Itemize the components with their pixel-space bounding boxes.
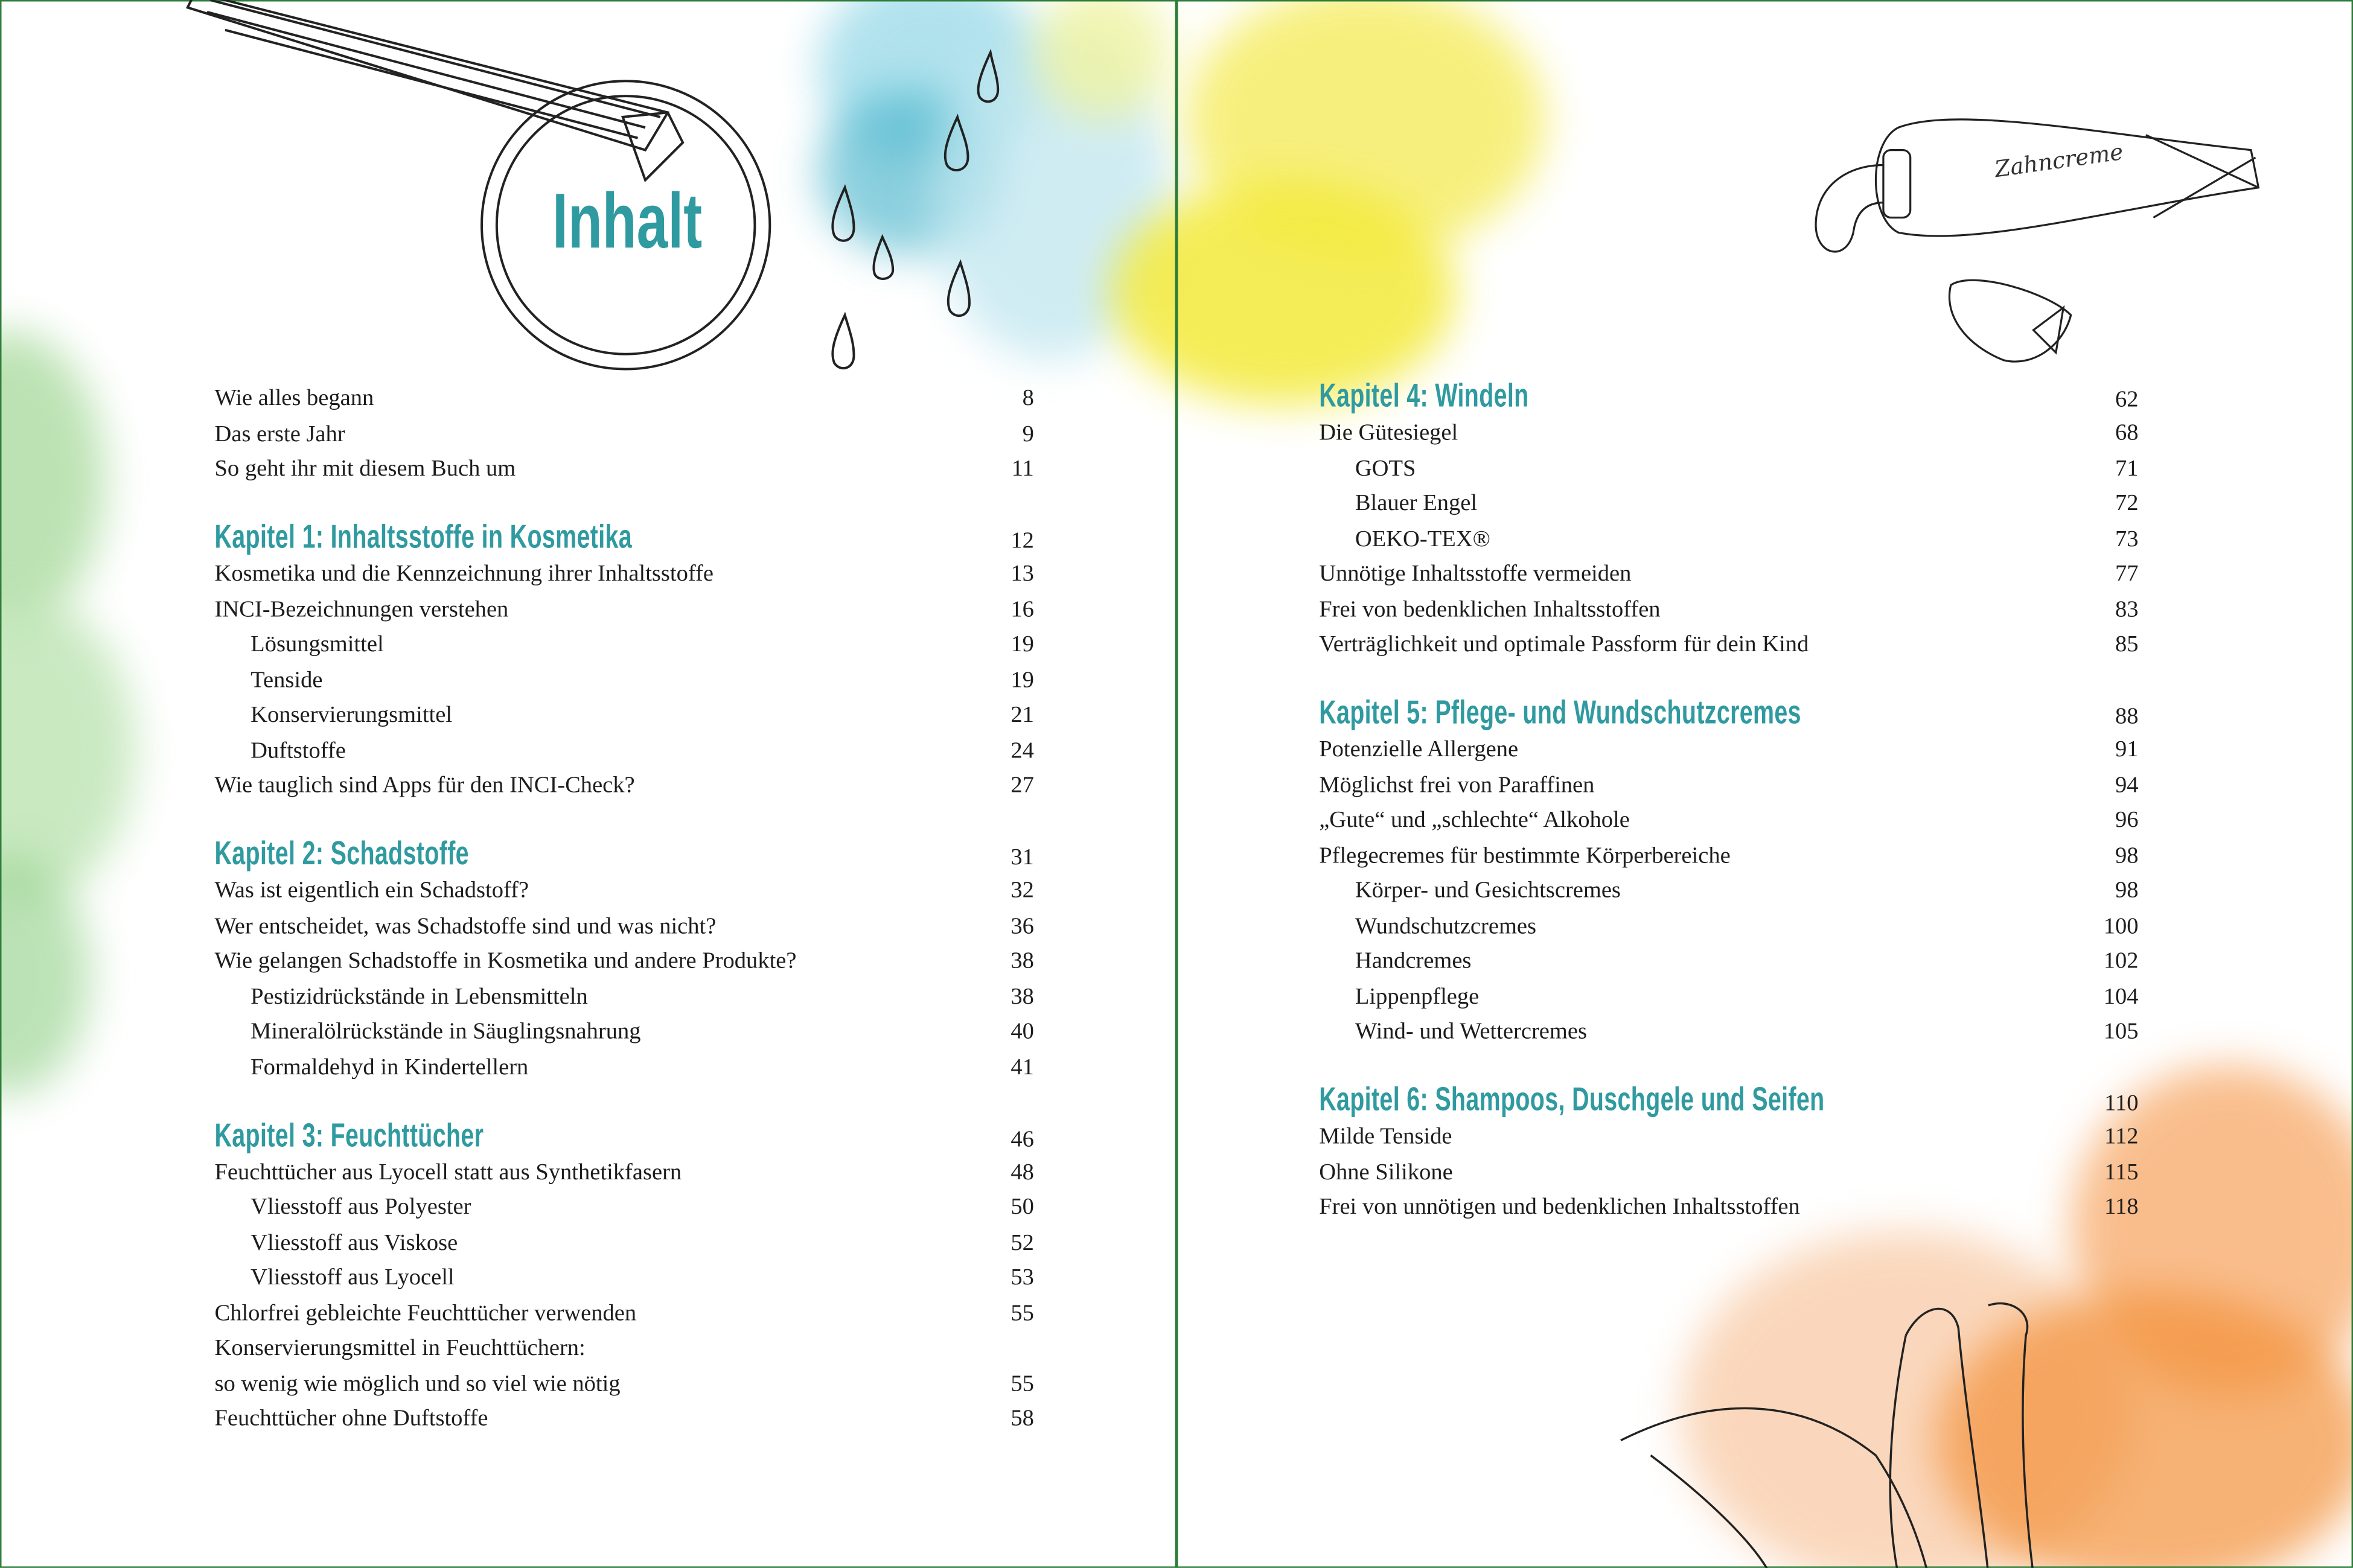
entry-title: Pflegecremes für bestimmte Körperbereiche: [1319, 842, 1731, 868]
page-number: 94: [2115, 772, 2139, 798]
toc-entry: [1319, 979, 2138, 1014]
page-number: 9: [1022, 421, 1034, 447]
toc-entry: [214, 873, 1033, 908]
entry-title: Vliesstoff aus Viskose: [251, 1229, 458, 1255]
entry-title: Ohne Silikone: [1319, 1159, 1453, 1185]
page-number: 55: [1010, 1300, 1034, 1326]
toc-entry: [214, 944, 1033, 979]
page-number: 8: [1022, 385, 1034, 412]
toc-entry: [1319, 451, 2138, 486]
entry-title: Wundschutzcremes: [1355, 913, 1537, 939]
entry-title: Feuchttücher aus Lyocell statt aus Synthetikfasern: [214, 1159, 682, 1185]
page-number: 110: [2104, 1091, 2139, 1117]
entry-title: Handcremes: [1355, 948, 1472, 974]
entry-title: Wie alles begann: [214, 385, 374, 412]
chapter-heading: [214, 836, 1033, 873]
toothpaste-tube-icon: [1809, 105, 2274, 375]
toc-entry: [1319, 1120, 2138, 1155]
entry-title: Kapitel 3: Feuchttücher: [214, 1115, 484, 1153]
page-number: 27: [1010, 773, 1034, 798]
page-number: 72: [2115, 490, 2139, 517]
toc-entry: [1319, 416, 2138, 451]
toc-entry: [1319, 627, 2138, 662]
entry-title: Kosmetika und die Kennzeichnung ihrer Inhaltsstoffe: [214, 561, 714, 587]
chapter-heading: [214, 1117, 1033, 1155]
entry-title: Lösungsmittel: [251, 631, 384, 657]
entry-title: Wie gelangen Schadstoffe in Kosmetika und andere Produkte?: [214, 948, 797, 974]
toc-entry: [1319, 768, 2138, 803]
page-number: 19: [1010, 667, 1034, 693]
toc-entry: [214, 663, 1033, 698]
entry-title: Vliesstoff aus Lyocell: [251, 1264, 455, 1290]
toc-entry: [214, 416, 1033, 451]
page-number: 77: [2115, 561, 2139, 587]
toc-entry: [214, 627, 1033, 662]
toc-entry: [214, 768, 1033, 803]
page-number: 100: [2103, 913, 2139, 939]
water-drops-icon: [818, 45, 998, 390]
entry-title: Blauer Engel: [1355, 490, 1478, 517]
entry-title: Feuchttücher ohne Duftstoffe: [214, 1406, 488, 1432]
page-number: 73: [2115, 526, 2139, 552]
toc-entry: [214, 1190, 1033, 1225]
page-number: 50: [1010, 1194, 1034, 1220]
entry-title: Möglichst frei von Paraffinen: [1319, 772, 1595, 798]
page-number: 31: [1010, 844, 1034, 870]
toc-entry: [214, 1155, 1033, 1190]
toc-entry: [1319, 556, 2138, 591]
toc-entry: [1319, 1015, 2138, 1050]
entry-title: Konservierungsmittel in Feuchttüchern:: [214, 1335, 586, 1361]
toc-entry: [1319, 944, 2138, 979]
table-of-contents-left: [214, 381, 1033, 1436]
page-number: 85: [2115, 631, 2139, 657]
toc-entry: [1319, 1190, 2138, 1225]
page-number: 52: [1010, 1229, 1034, 1255]
toc-entry: [214, 908, 1033, 943]
toc-entry: [214, 1050, 1033, 1085]
page-number: 83: [2115, 596, 2139, 622]
page-number: 16: [1010, 596, 1034, 622]
toc-entry: [214, 1331, 1033, 1366]
page-number: 68: [2115, 420, 2139, 446]
page-number: 71: [2115, 455, 2139, 481]
entry-title: Kapitel 4: Windeln: [1319, 376, 1529, 415]
diaper-sketch-icon: [1621, 1290, 2071, 1568]
page-number: 105: [2103, 1018, 2139, 1045]
entry-title: Kapitel 6: Shampoos, Duschgele und Seifen: [1319, 1080, 1825, 1118]
chapter-heading: [1319, 378, 2138, 415]
toc-entry: [1319, 592, 2138, 627]
page-number: 12: [1010, 528, 1034, 554]
chapter-heading: [1319, 1082, 2138, 1119]
entry-title: INCI-Bezeichnungen verstehen: [214, 596, 509, 622]
toc-entry: [1319, 486, 2138, 521]
page-number: 62: [2115, 387, 2139, 413]
chapter-heading: [1319, 695, 2138, 732]
entry-title: Milde Tenside: [1319, 1124, 1452, 1150]
page-number: 46: [1010, 1126, 1034, 1152]
page-number: 112: [2104, 1124, 2139, 1150]
page-number: 96: [2115, 807, 2139, 833]
tube-label: Zahncreme: [1993, 138, 2125, 183]
entry-title: Was ist eigentlich ein Schadstoff?: [214, 878, 529, 904]
entry-title: Lippenpflege: [1355, 983, 1480, 1009]
toc-entry: [214, 733, 1033, 768]
page-title: Inhalt: [552, 178, 703, 266]
entry-title: Die Gütesiegel: [1319, 420, 1458, 446]
page-number: 40: [1010, 1018, 1034, 1045]
entry-title: Wind- und Wettercremes: [1355, 1018, 1587, 1045]
entry-title: Kapitel 1: Inhaltsstoffe in Kosmetika: [214, 517, 633, 555]
page-number: 88: [2115, 703, 2139, 730]
page-number: 32: [1010, 878, 1034, 904]
toc-entry: [214, 1296, 1033, 1331]
toc-entry: [1319, 908, 2138, 943]
page-number: 41: [1010, 1054, 1034, 1080]
entry-title: Das erste Jahr: [214, 421, 345, 447]
page-number: 13: [1010, 561, 1034, 587]
toc-entry: [1319, 873, 2138, 908]
toc-entry: [214, 592, 1033, 627]
toc-entry: [1319, 732, 2138, 767]
page-number: 11: [1011, 456, 1034, 482]
entry-title: Vliesstoff aus Polyester: [251, 1194, 471, 1220]
page-number: 38: [1010, 983, 1034, 1009]
entry-title: Formaldehyd in Kindertellern: [251, 1054, 529, 1080]
entry-title: Wie tauglich sind Apps für den INCI-Check?: [214, 773, 635, 798]
page-number: 21: [1010, 702, 1034, 728]
entry-title: Kapitel 5: Pflege- und Wundschutzcremes: [1319, 693, 1801, 731]
entry-title: Frei von unnötigen und bedenklichen Inhaltsstoffen: [1319, 1194, 1800, 1220]
page-number: 58: [1010, 1406, 1034, 1432]
toc-entry: [214, 1015, 1033, 1050]
page-number: 98: [2115, 842, 2139, 868]
toc-entry: [214, 1260, 1033, 1295]
entry-title: Verträglichkeit und optimale Passform für dein Kind: [1319, 631, 1809, 657]
toc-entry: [214, 556, 1033, 591]
entry-title: Konservierungsmittel: [251, 702, 453, 728]
page-number: 36: [1010, 913, 1034, 939]
entry-title: Potenzielle Allergene: [1319, 736, 1519, 762]
page-number: 98: [2115, 878, 2139, 904]
toc-entry: [214, 979, 1033, 1014]
page-number: 48: [1010, 1159, 1034, 1185]
toc-entry: [214, 698, 1033, 733]
toc-entry: [1319, 838, 2138, 873]
toc-entry: [214, 1225, 1033, 1260]
page-number: 38: [1010, 948, 1034, 974]
toc-entry: [214, 1366, 1033, 1401]
entry-title: Frei von bedenklichen Inhaltsstoffen: [1319, 596, 1661, 622]
toc-entry: [214, 451, 1033, 486]
entry-title: Unnötige Inhaltsstoffe vermeiden: [1319, 561, 1632, 587]
page-number: 115: [2104, 1159, 2139, 1185]
chapter-heading: [214, 519, 1033, 556]
page-number: 19: [1010, 631, 1034, 657]
entry-title: Tenside: [251, 667, 323, 693]
entry-title: GOTS: [1355, 455, 1416, 481]
page-number: 118: [2104, 1194, 2139, 1220]
entry-title: OEKO-TEX®: [1355, 526, 1490, 552]
page-number: 55: [1010, 1370, 1034, 1397]
entry-title: Pestizidrückstände in Lebensmitteln: [251, 983, 588, 1009]
page-number: 91: [2115, 736, 2139, 762]
entry-title: Wer entscheidet, was Schadstoffe sind und was nicht?: [214, 913, 717, 939]
entry-title: „Gute“ und „schlechte“ Alkohole: [1319, 807, 1630, 833]
table-of-contents-right: [1319, 378, 2138, 1225]
page-number: 104: [2103, 983, 2139, 1009]
toc-entry: [1319, 1155, 2138, 1190]
page-number: 24: [1010, 737, 1034, 763]
page-gutter: [1175, 0, 1178, 1568]
entry-title: Chlorfrei gebleichte Feuchttücher verwenden: [214, 1300, 637, 1326]
toc-entry: [214, 1401, 1033, 1436]
entry-title: Duftstoffe: [251, 737, 346, 763]
toc-entry: [1319, 521, 2138, 556]
toc-entry: [214, 381, 1033, 416]
entry-title: so wenig wie möglich und so viel wie nötig: [214, 1370, 621, 1397]
entry-title: Körper- und Gesichtscremes: [1355, 878, 1621, 904]
toc-entry: [1319, 803, 2138, 838]
entry-title: Mineralölrückstände in Säuglingsnahrung: [251, 1018, 641, 1045]
page-number: 53: [1010, 1264, 1034, 1290]
entry-title: Kapitel 2: Schadstoffe: [214, 834, 469, 872]
page-number: 102: [2103, 948, 2139, 974]
entry-title: So geht ihr mit diesem Buch um: [214, 456, 516, 482]
